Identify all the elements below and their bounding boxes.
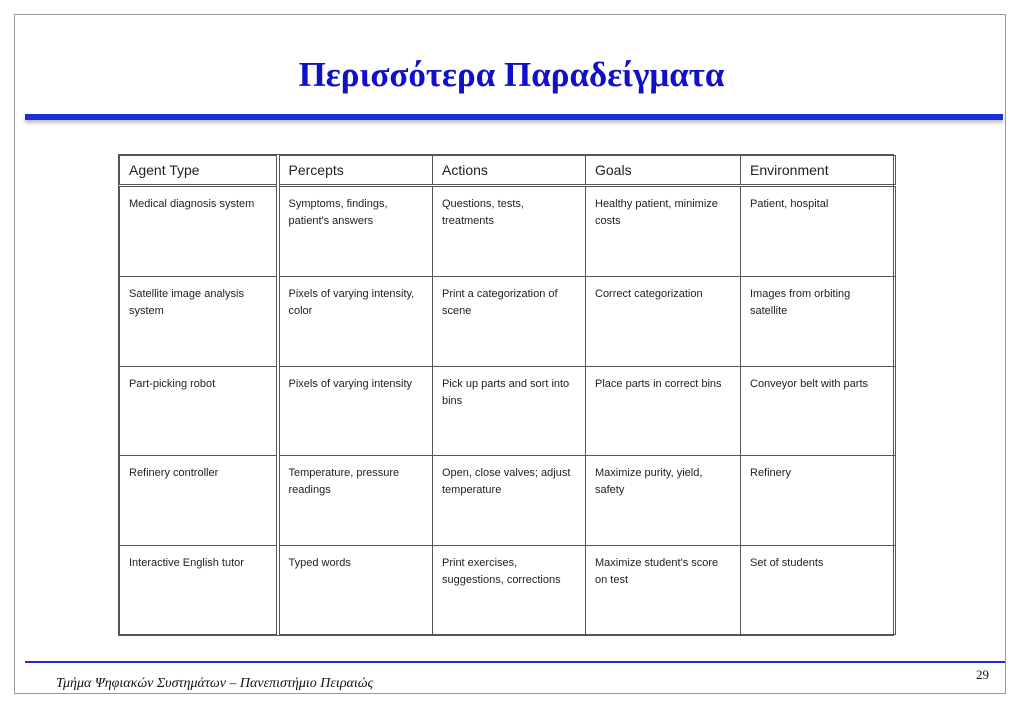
table-row: [120, 366, 896, 455]
table-row: [120, 277, 896, 366]
footer-institution: Τμήμα Ψηφιακών Συστημάτων – Πανεπιστήμιο Πειραιώς: [56, 676, 374, 691]
agent-types-table: [118, 154, 894, 636]
table-cell: Pixels of varying intensity, color: [278, 277, 433, 366]
page-number: 29: [976, 667, 989, 682]
table-cell: Place parts in correct bins: [586, 366, 741, 455]
header-actions: Actions: [433, 156, 586, 186]
table-cell: Part-picking robot: [120, 366, 278, 455]
table-cell: Pick up parts and sort into bins: [433, 366, 586, 455]
table-cell: Maximize purity, yield, safety: [586, 456, 741, 545]
table-cell: Correct categorization: [586, 277, 741, 366]
table-cell: Open, close valves; adjust temperature: [433, 456, 586, 545]
table-cell: Refinery: [741, 456, 896, 545]
title-divider: [25, 114, 1003, 120]
header-agent-type: Agent Type: [120, 156, 278, 186]
table-cell: Maximize student's score on test: [586, 545, 741, 634]
table-cell: Refinery controller: [120, 456, 278, 545]
header-environment: Environment: [741, 156, 896, 186]
table-cell: Medical diagnosis system: [120, 186, 278, 277]
table-cell: Conveyor belt with parts: [741, 366, 896, 455]
table-cell: Temperature, pressure readings: [278, 456, 433, 545]
table-cell: Healthy patient, minimize costs: [586, 186, 741, 277]
table-cell: Pixels of varying intensity: [278, 366, 433, 455]
table-header-row: [120, 156, 896, 186]
table-cell: Print a categorization of scene: [433, 277, 586, 366]
table-cell: Questions, tests, treatments: [433, 186, 586, 277]
header-percepts: Percepts: [278, 156, 433, 186]
table-cell: Images from orbiting satellite: [741, 277, 896, 366]
table-cell: Typed words: [278, 545, 433, 634]
table-cell: Interactive English tutor: [120, 545, 278, 634]
table-row: [120, 545, 896, 634]
footer-divider: [25, 661, 1005, 663]
table-cell: Patient, hospital: [741, 186, 896, 277]
table-cell: Symptoms, findings, patient's answers: [278, 186, 433, 277]
table-cell: Set of students: [741, 545, 896, 634]
table-cell: Satellite image analysis system: [120, 277, 278, 366]
header-goals: Goals: [586, 156, 741, 186]
table-row: [120, 456, 896, 545]
table-cell: Print exercises, suggestions, corrections: [433, 545, 586, 634]
slide-title: Περισσότερα Παραδείγματα: [298, 55, 725, 94]
table-row: [120, 186, 896, 277]
